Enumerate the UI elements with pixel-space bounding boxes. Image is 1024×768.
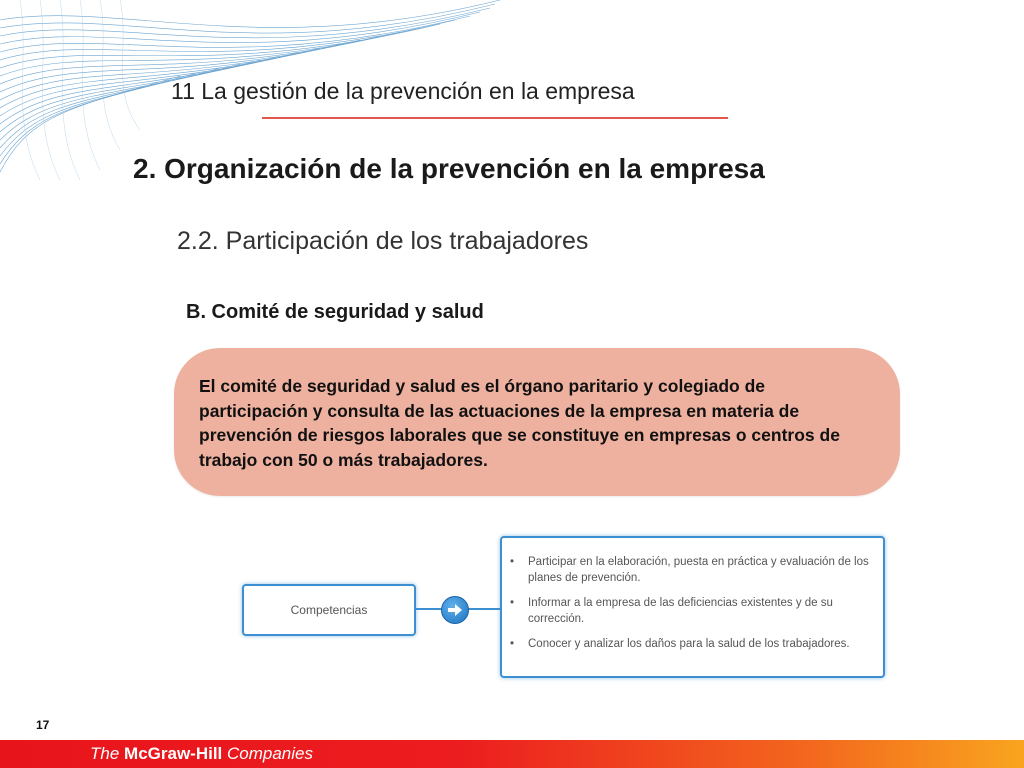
definition-box [174,348,900,496]
logo-prefix: The [90,744,125,763]
arrow-right-icon [441,596,469,624]
bullet: • [510,638,515,650]
chapter-title: 11 La gestión de la prevención en la empresa [171,78,635,104]
footer-bar [0,740,1024,768]
competencias-node [242,584,416,636]
bullet: • [510,556,515,568]
definition-text: El comité de seguridad y salud es el órgano paritario y colegiado de participación y consulta de las actuaciones de la empresa en materia de prevención de riesgos laborales que se constituye en empresas o centros de trabajo con 50 o más trabajadores. [199,376,840,470]
list-item [510,554,873,586]
competencias-list [502,538,883,652]
sub-subsection-title: B. Comité de seguridad y salud [186,301,484,323]
list-item [510,636,873,652]
competencias-label: Competencias [290,603,368,617]
page-number: 17 [36,718,50,732]
section-title: 2. Organización de la prevención en la empresa [133,153,765,184]
logo-brand: McGraw-Hill [124,744,223,763]
list-item-text: Participar en la elaboración, puesta en práctica y evaluación de los planes de prevención. [528,556,869,584]
subsection-title: 2.2. Participación de los trabajadores [177,227,589,255]
title-underline [262,117,728,119]
logo-suffix: Companies [222,744,313,763]
competencias-list-box [500,536,885,678]
list-item-text: Conocer y analizar los daños para la salud de los trabajadores. [528,638,850,650]
list-item-text: Informar a la empresa de las deficiencias existentes y de su corrección. [528,597,833,625]
publisher-logo [90,744,313,764]
bullet: • [510,597,515,609]
list-item [510,595,873,627]
